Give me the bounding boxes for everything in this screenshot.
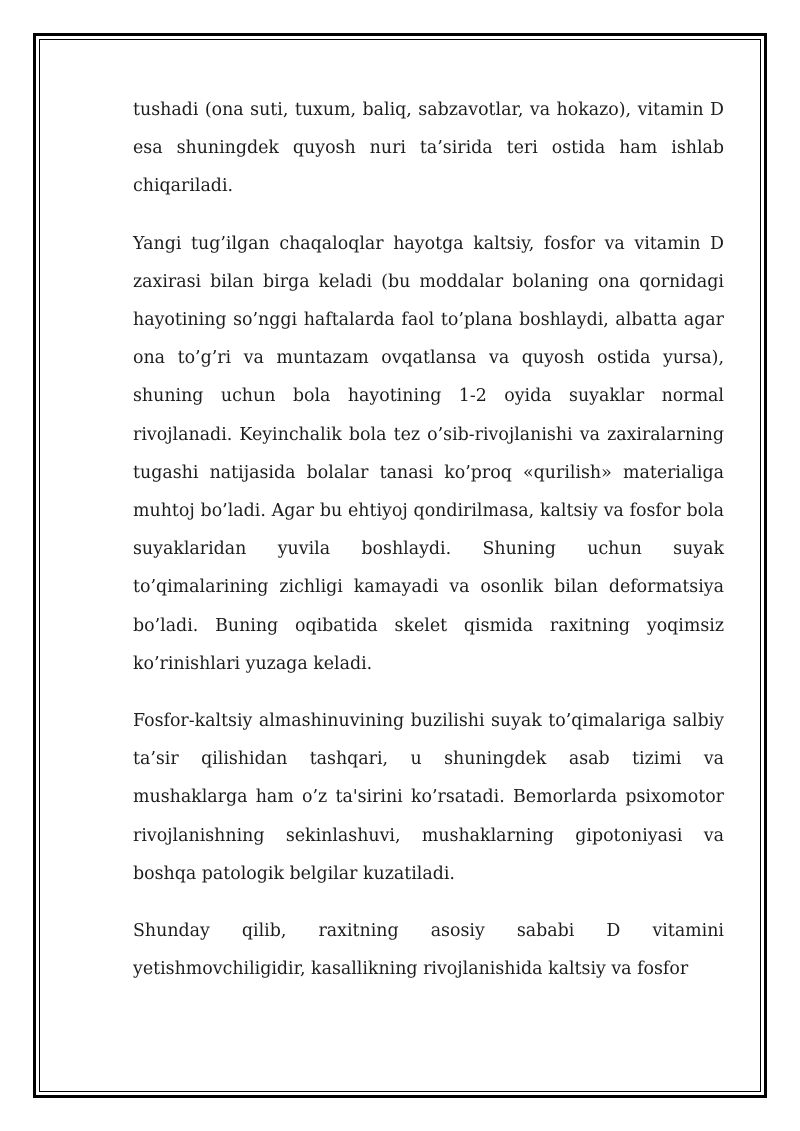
document-body (133, 91, 724, 1007)
paragraph-2: Yangi tug’ilgan chaqaloqlar hayotga kaltsiy, fosfor va vitamin D zaxirasi bilan birga keladi (bu moddalar bolaning ona qornidagi hayotining so’nggi haftalarda faol to’plana boshlaydi, albatta agar ona to’g’ri va muntazam ovqatlansa va quyosh ostida yursa), shuning uchun bola hayotining 1-2 oyida suyaklar normal rivojlanadi. Keyinchalik bola tez o’sib-rivojlanishi va zaxiralarning tugashi natijasida bolalar tanasi ko’proq «qurilish» materialiga muhtoj bo’ladi. Agar bu ehtiyoj qondirilmasa, kaltsiy va fosfor bola suyaklaridan yuvila boshlaydi. Shuning uchun suyak to’qimalarining zichligi kamayadi va osonlik bilan deformatsiya bo’ladi. Buning oqibatida skelet qismida raxitning yoqimsiz ko’rinishlari yuzaga keladi. (133, 233, 724, 674)
paragraph-1: tushadi (ona suti, tuxum, baliq, sabzavotlar, va hokazo), vitamin D esa shuningdek quyosh nuri ta’sirida teri ostida ham ishlab chiqariladi. (133, 100, 724, 197)
paragraph-4: Shunday qilib, raxitning asosiy sababi D vitamini yetishmovchiligidir, kasallikning rivojlanishida kaltsiy va fosfor (133, 921, 724, 980)
paragraph-3: Fosfor-kaltsiy almashinuvining buzilishi suyak to’qimalariga salbiy ta’sir qilishidan tashqari, u shuningdek asab tizimi va mushaklarga ham o’z ta'sirini ko’rsatadi. Bemorlarda psixomotor rivojlanishning sekinlashuvi, mushaklarning gipotoniyasi va boshqa patologik belgilar kuzatiladi. (133, 711, 724, 884)
